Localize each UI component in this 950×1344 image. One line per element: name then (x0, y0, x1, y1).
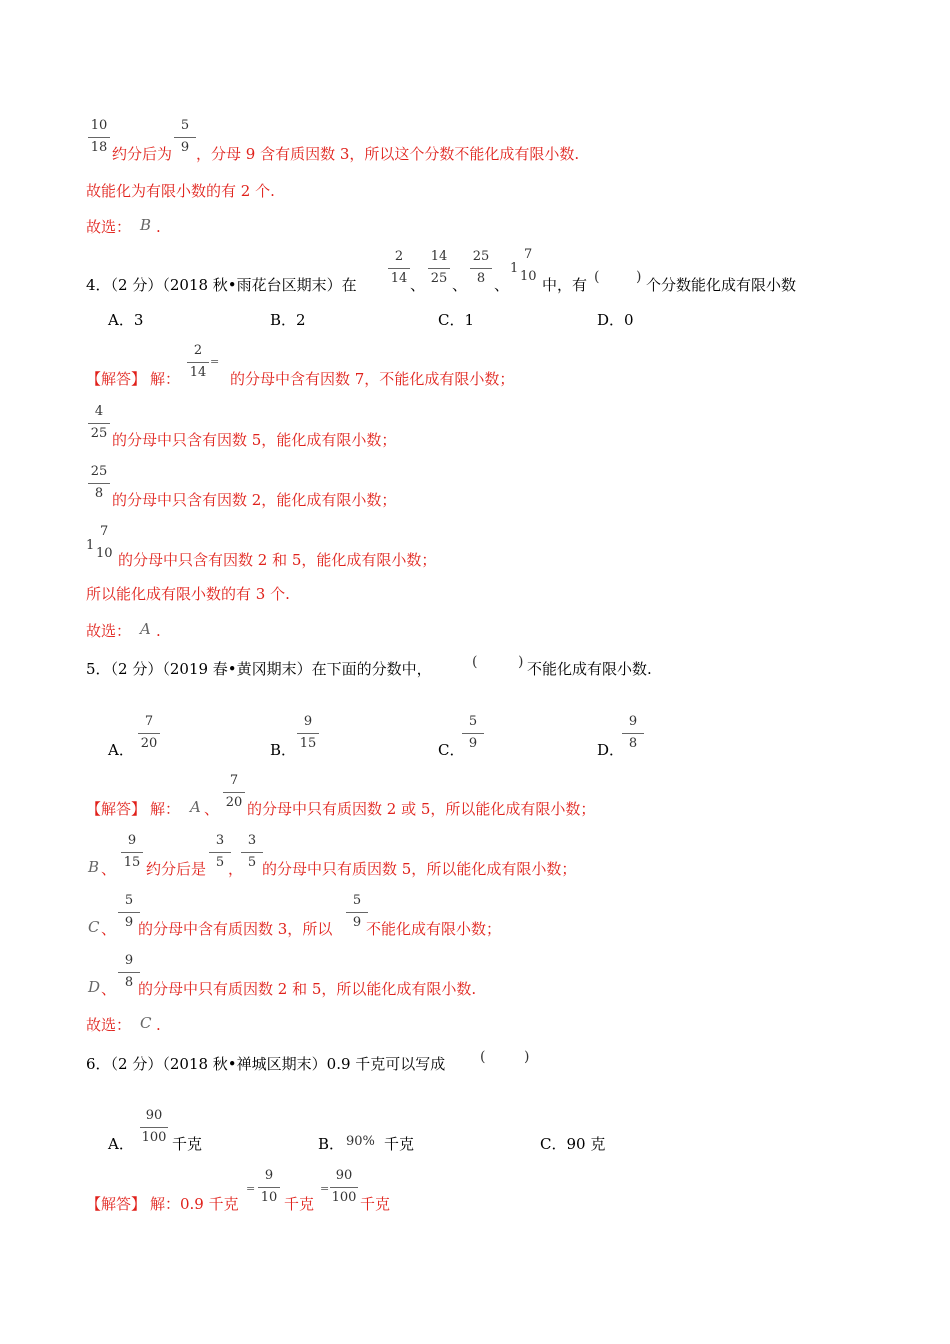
q4-paren-open: ( (594, 269, 600, 285)
q4-sol-fraction-2-14: 2 14 (183, 343, 213, 387)
q5-option-d-label: D． (597, 741, 625, 759)
q5-solution-jie: 解： (150, 800, 181, 818)
q4-answer-label: 故选： (86, 622, 132, 640)
q4-sep: 、 (494, 276, 510, 294)
q5-sol-b-letter: B (88, 858, 100, 876)
prev-answer-dot: . (156, 218, 161, 236)
prev-line2: 故能化为有限小数的有 2 个. (86, 182, 275, 200)
q5-answer-dot: . (156, 1016, 161, 1034)
q5-answer-label: 故选： (86, 1016, 132, 1034)
q5-sol-b2: 的分母中只有质因数 5，所以能化成有限小数； (262, 860, 577, 878)
q4-option-b: B．2 (270, 311, 306, 329)
q4-stem-c: 个分数能化成有限小数 (646, 276, 797, 294)
q6-sol-unit-2: 千克 (360, 1195, 391, 1213)
fraction-10-18: 10 18 (84, 118, 114, 162)
q4-solution-label: 【解答】 (86, 370, 147, 388)
q5-option-b-fraction: 9 15 (293, 714, 323, 758)
q4-sol1: 的分母中含有因数 7，不能化成有限小数； (230, 370, 515, 388)
q5-sol-fraction-3-5-a: 3 5 (205, 833, 235, 877)
q4-answer: A (140, 620, 151, 638)
q6-eq-1: = (246, 1182, 256, 1195)
q4-option-d: D．0 (597, 311, 634, 329)
q5-solution-label: 【解答】 (86, 800, 147, 818)
prev-line1: 约分后为 (112, 145, 173, 163)
q4-fraction-2-14: 2 14 (384, 249, 414, 293)
q5-sol-a-letter: A (190, 798, 201, 816)
q5-answer: C (140, 1014, 152, 1032)
q4-option-a: A．3 (108, 311, 144, 329)
q4-option-c: C．1 (438, 311, 475, 329)
q6-option-a-fraction: 90 100 (141, 1108, 167, 1145)
q5-option-a-label: A． (108, 741, 134, 759)
q4-sol-fraction-25-8: 25 8 (84, 464, 114, 508)
q5-sol-c-letter: C (88, 918, 100, 936)
q4-sol4: 的分母中只含有因数 2 和 5，能化成有限小数； (118, 551, 437, 569)
q4-sol-mixed-1-7-10: 1 7 10 (86, 524, 113, 561)
q4-paren-close: ) (636, 269, 642, 285)
q5-sol-fraction-9-8: 9 8 (114, 953, 144, 997)
q6-sol-unit-1: 千克 (284, 1195, 315, 1213)
q6-option-c: C．90 克 (540, 1135, 606, 1153)
q5-stem-b: 不能化成有限小数. (527, 660, 652, 678)
q6-option-b-unit: 千克 (384, 1135, 415, 1153)
q5-option-d-fraction: 9 8 (618, 714, 648, 758)
q5-sol-b-comma: ， (228, 860, 244, 878)
q6-option-b-value: 90% (346, 1134, 375, 1149)
q4-sol3: 的分母中只含有因数 2，能化成有限小数； (112, 491, 397, 509)
q6-option-b-label: B． (318, 1135, 345, 1153)
q5-sol-a-sep: 、 (204, 800, 220, 818)
q4-sep: 、 (410, 276, 426, 294)
q4-solution-jie: 解： (150, 370, 181, 388)
q5-sol-fraction-7-20: 7 20 (219, 773, 249, 817)
q6-stem: 6．（2 分）（2018 秋•禅城区期末）0.9 千克可以写成 (86, 1055, 446, 1073)
q4-stem-b: 中，有 (542, 276, 588, 294)
q5-paren-open: ( (472, 654, 478, 670)
q5-sol-fraction-3-5-b: 3 5 (237, 833, 267, 877)
q5-option-b-label: B． (270, 741, 297, 759)
q5-option-c-fraction: 5 9 (458, 714, 488, 758)
q6-sol-fraction-9-10: 9 10 (254, 1168, 284, 1212)
q5-sol-a: 的分母中只有质因数 2 或 5，所以能化成有限小数； (247, 800, 596, 818)
q6-solution-jie: 解：0.9 千克 (150, 1195, 239, 1213)
q5-sol-c2: 不能化成有限小数； (366, 920, 502, 938)
q6-sol-fraction-90-100: 90 100 (331, 1168, 357, 1205)
q4-sol5: 所以能化成有限小数的有 3 个. (86, 585, 290, 603)
prev-answer-label: 故选： (86, 218, 132, 236)
q5-sol-fraction-9-15: 9 15 (117, 833, 147, 877)
q4-fraction-25-8: 25 8 (466, 249, 496, 293)
q4-mixed-1-7-10: 1 7 10 (510, 247, 537, 284)
q5-option-c-label: C． (438, 741, 465, 759)
q4-stem-a: 4．（2 分）（2018 秋•雨花台区期末）在 (86, 276, 357, 294)
q6-paren-close: ) (524, 1049, 530, 1065)
q5-sol-fraction-5-9-a: 5 9 (114, 893, 144, 937)
q4-sol2: 的分母中只含有因数 5，能化成有限小数； (112, 431, 397, 449)
q5-sol-c-sep: 、 (101, 920, 117, 938)
q5-sol-b-sep: 、 (101, 860, 117, 878)
q5-stem-a: 5．（2 分）（2019 春•黄冈期末）在下面的分数中， (86, 660, 432, 678)
q5-sol-fraction-5-9-b: 5 9 (342, 893, 372, 937)
q4-sep: 、 (452, 276, 468, 294)
q6-solution-label: 【解答】 (86, 1195, 147, 1213)
prev-answer: B (140, 216, 152, 234)
q4-fraction-14-25: 14 25 (424, 249, 454, 293)
q6-paren-open: ( (480, 1049, 486, 1065)
q6-option-a-label: A． (108, 1135, 134, 1153)
q5-sol-b1: 约分后是 (146, 860, 207, 878)
prev-line1b: ，分母 9 含有质因数 3，所以这个分数不能化成有限小数. (196, 145, 580, 163)
q4-sol-fraction-4-25: 4 25 (84, 404, 114, 448)
q4-answer-dot: . (156, 622, 161, 640)
q4-sol-eq: = (210, 355, 220, 368)
q5-option-a-fraction: 7 20 (134, 714, 164, 758)
q5-sol-d-letter: D (88, 978, 101, 996)
q5-sol-d-sep: 、 (101, 980, 117, 998)
fraction-5-9: 5 9 (170, 118, 200, 162)
q5-paren-close: ) (518, 654, 524, 670)
q5-sol-c1: 的分母中含有质因数 3，所以 (138, 920, 333, 938)
q5-sol-d: 的分母中只有质因数 2 和 5，所以能化成有限小数. (138, 980, 477, 998)
q6-option-a-unit: 千克 (172, 1135, 203, 1153)
q6-eq-2: = (320, 1182, 330, 1195)
